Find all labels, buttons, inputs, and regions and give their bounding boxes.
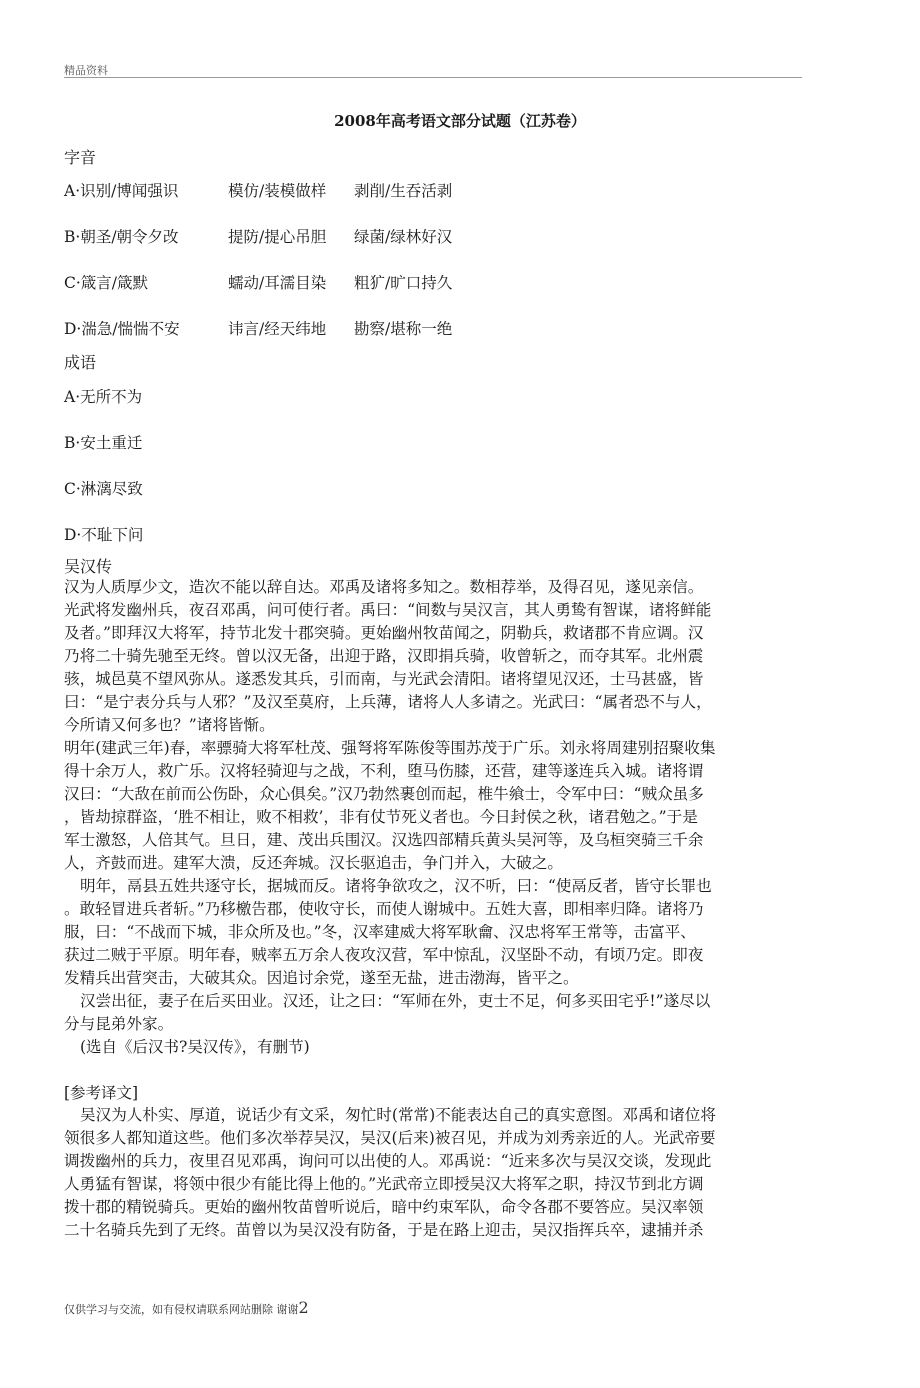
text-line: 人勇猛有智谋，将领中很少有能比得上他的。”光武帝立即授吴汉大将军之职，持汉节到北方调 bbox=[64, 1175, 704, 1193]
pinyin-option-b: B·朝圣/朝令夕改 提防/提心吊胆 绿菌/绿林好汉 bbox=[64, 228, 453, 246]
header-label: 精品资料 bbox=[64, 64, 108, 77]
page-title: 2008年高考语文部分试题（江苏卷） bbox=[334, 112, 586, 130]
passage-source: (选自《后汉书?吴汉传》，有删节) bbox=[80, 1038, 310, 1056]
footer bbox=[64, 1298, 309, 1317]
translation-paragraph bbox=[64, 1104, 802, 1242]
text-line: 调拨幽州的兵力，夜里召见邓禹，询问可以出使的人。邓禹说：“近来多次与吴汉交谈，发现此 bbox=[64, 1152, 712, 1170]
text-line: 汉尝出征，妻子在后买田业。汉还，让之曰：“军师在外，吏士不足，何多买田宅乎!”遂尽以 bbox=[80, 992, 711, 1010]
passage-heading: 吴汉传 bbox=[64, 557, 113, 576]
idiom-option-b: B·安土重迁 bbox=[64, 434, 143, 452]
footer-text: 仅供学习与交流，如有侵权请联系网站删除 谢谢 bbox=[64, 1303, 299, 1316]
header-divider bbox=[64, 77, 802, 78]
section-heading-idiom: 成语 bbox=[64, 353, 97, 372]
text-line: 汉曰：“大敌在前而公伤卧，众心俱矣。”汉乃勃然裹创而起，椎牛飨士，令军中曰：“贼众虽多 bbox=[64, 785, 704, 803]
idiom-option-c: C·淋漓尽致 bbox=[64, 480, 143, 498]
passage-paragraph-3 bbox=[64, 875, 802, 990]
text-line: 军士激怒，人倍其气。旦日，建、茂出兵围汉。汉选四部精兵黄头吴河等，及乌桓突骑三千余 bbox=[64, 831, 704, 849]
text-line: 曰：“是宁表分兵与人邪？”及汉至莫府，上兵薄，诸将人人多请之。光武曰：“属者恐不与人， bbox=[64, 693, 712, 711]
text-line: 今所请又何多也？”诸将皆惭。 bbox=[64, 716, 275, 734]
text-line: 拨十郡的精锐骑兵。更始的幽州牧苗曾听说后，暗中约束军队，命令各郡不要答应。吴汉率领 bbox=[64, 1198, 704, 1216]
text-line: 汉为人质厚少文，造次不能以辞自达。邓禹及诸将多知之。数相荐举，及得召见，遂见亲信。 bbox=[64, 578, 704, 596]
text-line: 人，齐鼓而进。建军大溃，反还奔城。汉长驱追击，争门并入，大破之。 bbox=[64, 854, 564, 872]
page-number: 2 bbox=[298, 1298, 309, 1317]
text-line: 明年(建武三年)春，率骠骑大将军杜茂、强弩将军陈俊等围苏茂于广乐。刘永将周建别招聚收集 bbox=[64, 739, 716, 757]
translation-heading: [参考译文] bbox=[64, 1084, 139, 1102]
text-line: 获过二贼于平原。明年春，贼率五万余人夜攻汉营，军中惊乱，汉坚卧不动，有顷乃定。即夜 bbox=[64, 946, 704, 964]
text-line: 骇，城邑莫不望风弥从。遂悉发其兵，引而南，与光武会清阳。诸将望见汉还，士马甚盛，皆 bbox=[64, 670, 704, 688]
text-line: 及者。”即拜汉大将军，持节北发十郡突骑。更始幽州牧苗闻之，阴勒兵，救诸郡不肯应调。汉 bbox=[64, 624, 704, 642]
passage-paragraph-2 bbox=[64, 737, 802, 875]
passage-paragraph-4 bbox=[64, 990, 802, 1036]
text-line: 光武将发幽州兵，夜召邓禹，问可使行者。禹曰：“间数与吴汉言，其人勇鸷有智谋，诸将鲜能 bbox=[64, 601, 712, 619]
pinyin-option-a: A·识别/博闻强识 模仿/装模做样 剥削/生吞活剥 bbox=[64, 182, 453, 200]
text-line: 分与昆弟外家。 bbox=[64, 1015, 174, 1033]
text-line: 发精兵出营突击，大破其众。因追讨余党，遂至无盐，进击渤海，皆平之。 bbox=[64, 969, 579, 987]
text-line: 二十名骑兵先到了无终。苗曾以为吴汉没有防备，于是在路上迎击，吴汉指挥兵卒，逮捕并杀 bbox=[64, 1221, 704, 1239]
text-line: 服，曰：“不战而下城，非众所及也。”冬，汉率建威大将军耿龠、汉忠将军王常等，击富平、 bbox=[64, 923, 696, 941]
idiom-option-a: A·无所不为 bbox=[64, 388, 143, 406]
idiom-option-d: D·不耻下问 bbox=[64, 526, 144, 544]
text-line: 吴汉为人朴实、厚道，说话少有文采，匆忙时(常常)不能表达自己的真实意图。邓禹和诸位将 bbox=[80, 1106, 716, 1124]
text-line: 乃将二十骑先驰至无终。曾以汉无备，出迎于路，汉即捐兵骑，收曾斩之，而夺其军。北州震 bbox=[64, 647, 704, 665]
text-line: 领很多人都知道这些。他们多次举荐吴汉，吴汉(后来)被召见，并成为刘秀亲近的人。光武帝要 bbox=[64, 1129, 716, 1147]
text-line: ，皆劫掠群盗，‘胜不相让，败不相救’，非有仗节死义者也。今日封侯之秋，诸君勉之。”于是 bbox=[64, 808, 698, 826]
section-heading-pinyin: 字音 bbox=[64, 148, 97, 167]
text-line: 。敢轻冒进兵者斩。”乃移檄告郡，使收守长，而使人谢城中。五姓大喜，即相率归降。诸将乃 bbox=[64, 900, 704, 918]
pinyin-option-d: D·湍急/惴惴不安 讳言/经天纬地 勘察/堪称一绝 bbox=[64, 320, 453, 338]
text-line: 明年，鬲县五姓共逐守长，据城而反。诸将争欲攻之，汉不听，曰：“使鬲反者，皆守长罪也 bbox=[80, 877, 712, 895]
passage-paragraph-1 bbox=[64, 576, 802, 737]
text-line: 得十余万人，救广乐。汉将轻骑迎与之战，不利，堕马伤膝，还营，建等遂连兵入城。诸将谓 bbox=[64, 762, 704, 780]
pinyin-option-c: C·箴言/箴默 蠕动/耳濡目染 粗犷/旷口持久 bbox=[64, 274, 453, 292]
